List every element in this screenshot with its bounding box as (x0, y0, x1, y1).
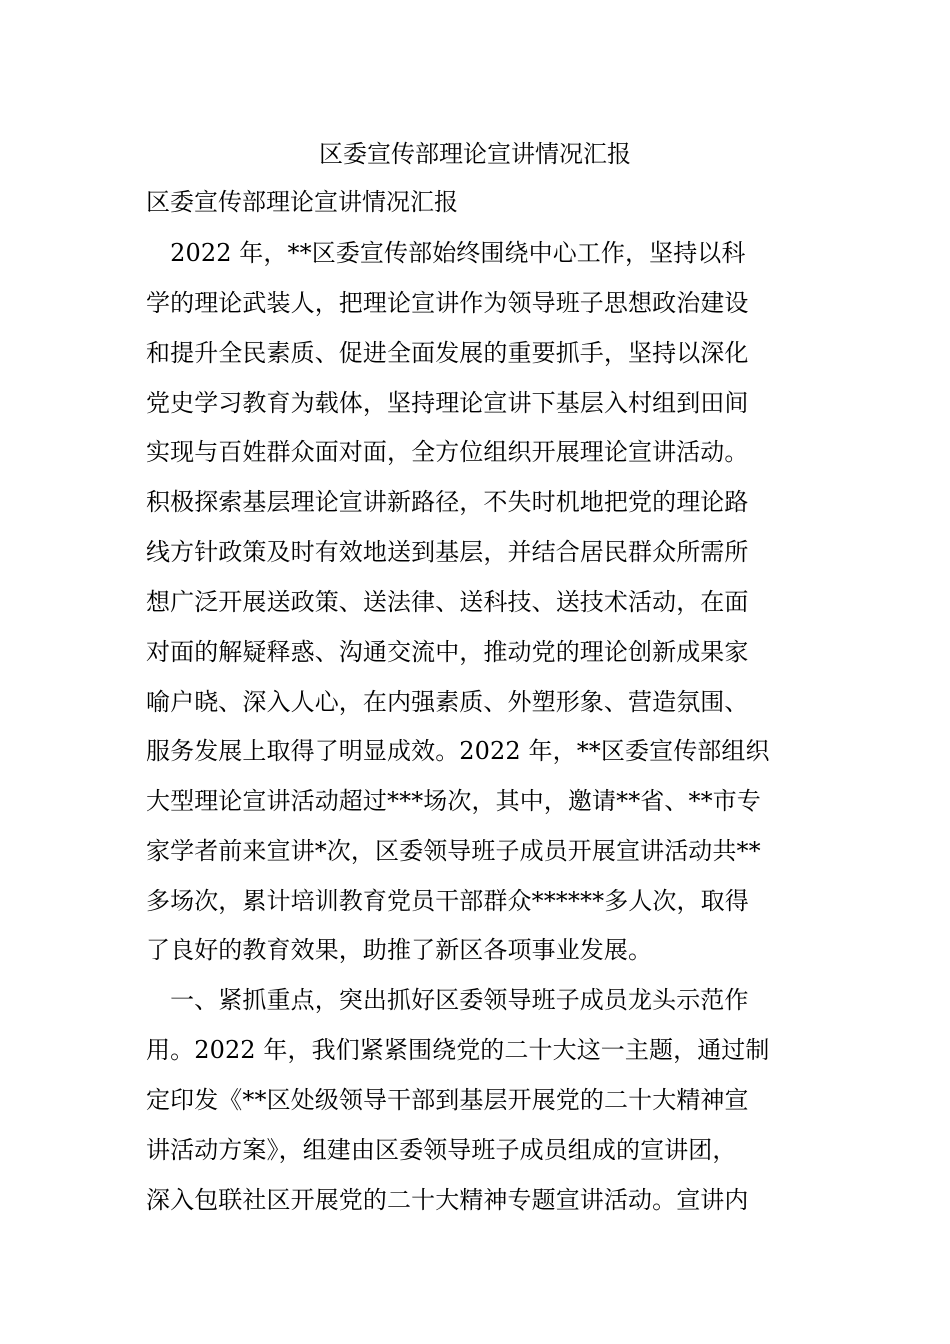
document-title: 区委宣传部理论宣讲情况汇报 (319, 140, 631, 168)
text-line: 党史学习教育为载体，坚持理论宣讲下基层入村组到田间 (146, 389, 749, 417)
text-line: 用。2022 年，我们紧紧围绕党的二十大这一主题，通过制 (146, 1036, 770, 1064)
text-line: 大型理论宣讲活动超过***场次，其中，邀请**省、**市专 (146, 787, 761, 815)
text-line: 服务发展上取得了明显成效。2022 年，**区委宣传部组织 (146, 737, 770, 765)
text-line: 2022 年，**区委宣传部始终围绕中心工作，坚持以科 (146, 239, 746, 267)
text-line: 线方针政策及时有效地送到基层，并结合居民群众所需所 (146, 538, 749, 566)
text-line: 了良好的教育效果，助推了新区各项事业发展。 (146, 936, 653, 964)
text-line: 学的理论武装人，把理论宣讲作为领导班子思想政治建设 (146, 289, 749, 317)
text-line: 对面的解疑释惑、沟通交流中，推动党的理论创新成果家 (146, 638, 749, 666)
text-line: 一、紧抓重点，突出抓好区委领导班子成员龙头示范作 (146, 986, 749, 1014)
text-line: 家学者前来宣讲*次，区委领导班子成员开展宣讲活动共** (146, 837, 761, 865)
text-line: 深入包联社区开展党的二十大精神专题宣讲活动。宣讲内 (146, 1186, 749, 1214)
text-line: 和提升全民素质、促进全面发展的重要抓手，坚持以深化 (146, 339, 749, 367)
document-subtitle: 区委宣传部理论宣讲情况汇报 (146, 188, 458, 216)
text-line: 想广泛开展送政策、送法律、送科技、送技术活动，在面 (146, 588, 749, 616)
text-line: 积极探索基层理论宣讲新路径，不失时机地把党的理论路 (146, 488, 749, 516)
text-line: 定印发《**区处级领导干部到基层开展党的二十大精神宣 (146, 1086, 749, 1114)
text-line: 喻户晓、深入人心，在内强素质、外塑形象、营造氛围、 (146, 688, 749, 716)
text-line: 讲活动方案》，组建由区委领导班子成员组成的宣讲团， (146, 1136, 737, 1164)
text-line: 实现与百姓群众面对面，全方位组织开展理论宣讲活动。 (146, 438, 749, 466)
text-line: 多场次，累计培训教育党员干部群众******多人次，取得 (146, 887, 749, 915)
